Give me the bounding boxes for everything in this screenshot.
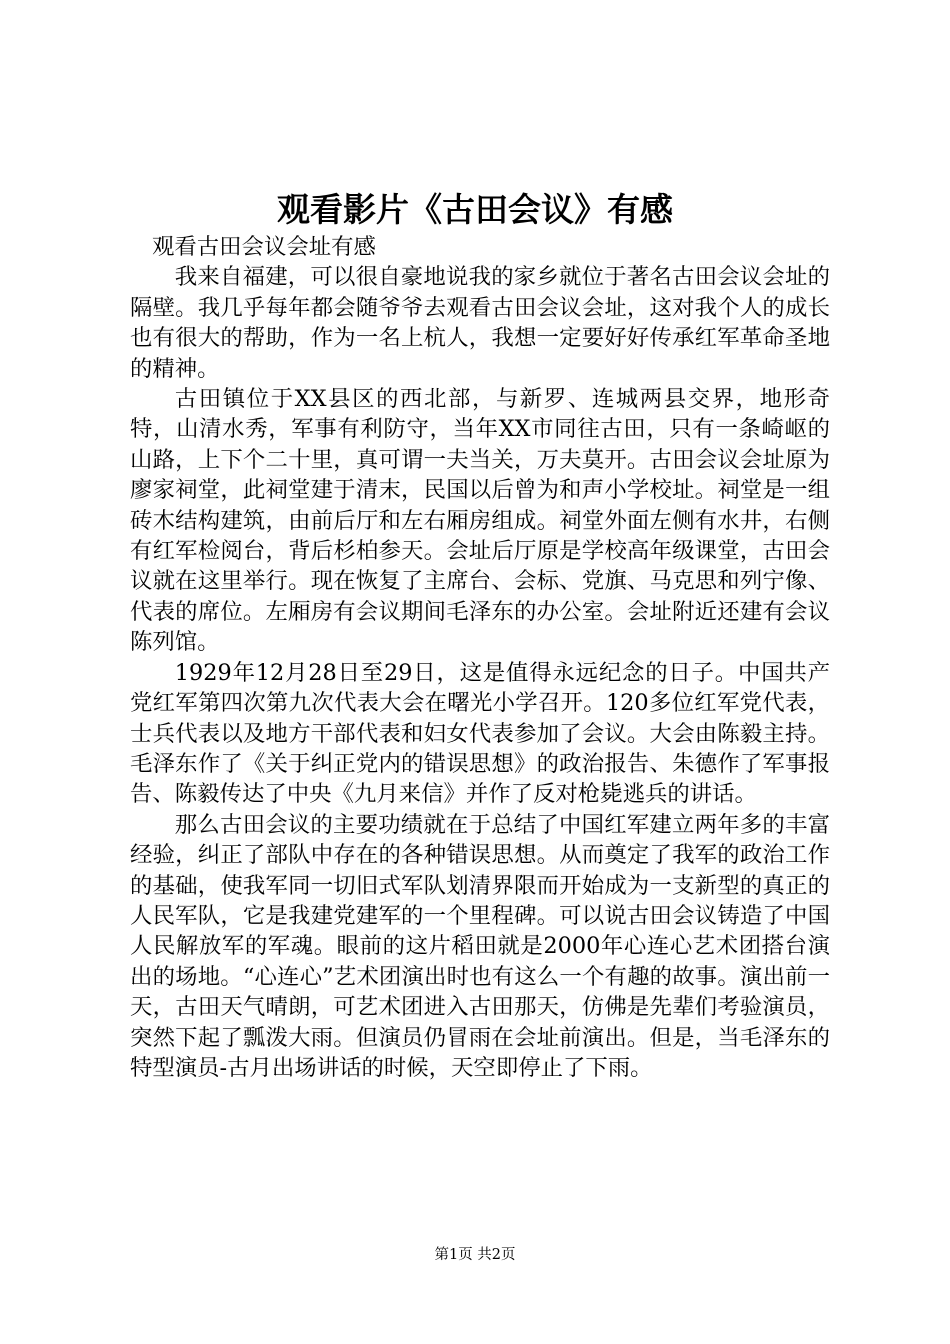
document-body bbox=[130, 232, 830, 1083]
document-title: 观看影片《古田会议》有感 bbox=[277, 190, 673, 229]
page-footer: 第1页 共2页 bbox=[434, 1247, 516, 1263]
document-subtitle: 观看古田会议会址有感 bbox=[152, 234, 376, 260]
paragraph-2: 古田镇位于XX县区的西北部，与新罗、连城两县交界，地形奇特，山清水秀，军事有利防守，当年XX市同往古田，只有一条崎岖的山路，上下个二十里，真可谓一夫当关，万夫莫开。古田会议会址原为廖家祠堂，此祠堂建于清末，民国以后曾为和声小学校址。祠堂是一组砖木结构建筑，由前后厅和左右厢房组成。祠堂外面左侧有水井，右侧有红军检阅台，背后杉柏参天。会址后厅原是学校高年级课堂，古田会议就在这里举行。现在恢复了主席台、会标、党旗、马克思和列宁像、代表的席位。左厢房有会议期间毛泽东的办公室。会址附近还建有会议陈列馆。 bbox=[130, 386, 830, 656]
paragraph-3: 1929年12月28日至29日，这是值得永远纪念的日子。中国共产党红军第四次第九次代表大会在曙光小学召开。120多位红军党代表，士兵代表以及地方干部代表和妇女代表参加了会议。大会由陈毅主持。毛泽东作了《关于纠正党内的错误思想》的政治报告、朱德作了军事报告、陈毅传达了中央《九月来信》并作了反对枪毙逃兵的讲话。 bbox=[130, 659, 830, 808]
paragraph-1: 我来自福建，可以很自豪地说我的家乡就位于著名古田会议会址的隔壁。我几乎每年都会随爷爷去观看古田会议会址，这对我个人的成长也有很大的帮助，作为一名上杭人，我想一定要好好传承红军革命圣地的精神。 bbox=[130, 264, 830, 382]
paragraph-4: 那么古田会议的主要功绩就在于总结了中国红军建立两年多的丰富经验，纠正了部队中存在的各种错误思想。从而奠定了我军的政治工作的基础，使我军同一切旧式军队划清界限而开始成为一支新型的真正的人民军队，它是我建党建军的一个里程碑。可以说古田会议铸造了中国人民解放军的军魂。眼前的这片稻田就是2000年心连心艺术团搭台演出的场地。“心连心”艺术团演出时也有这么一个有趣的故事。演出前一天，古田天气晴朗，可艺术团进入古田那天，仿佛是先辈们考验演员，突然下起了瓢泼大雨。但演员仍冒雨在会址前演出。但是，当毛泽东的特型演员-古月出场讲话的时候，天空即停止了下雨。 bbox=[130, 811, 830, 1081]
